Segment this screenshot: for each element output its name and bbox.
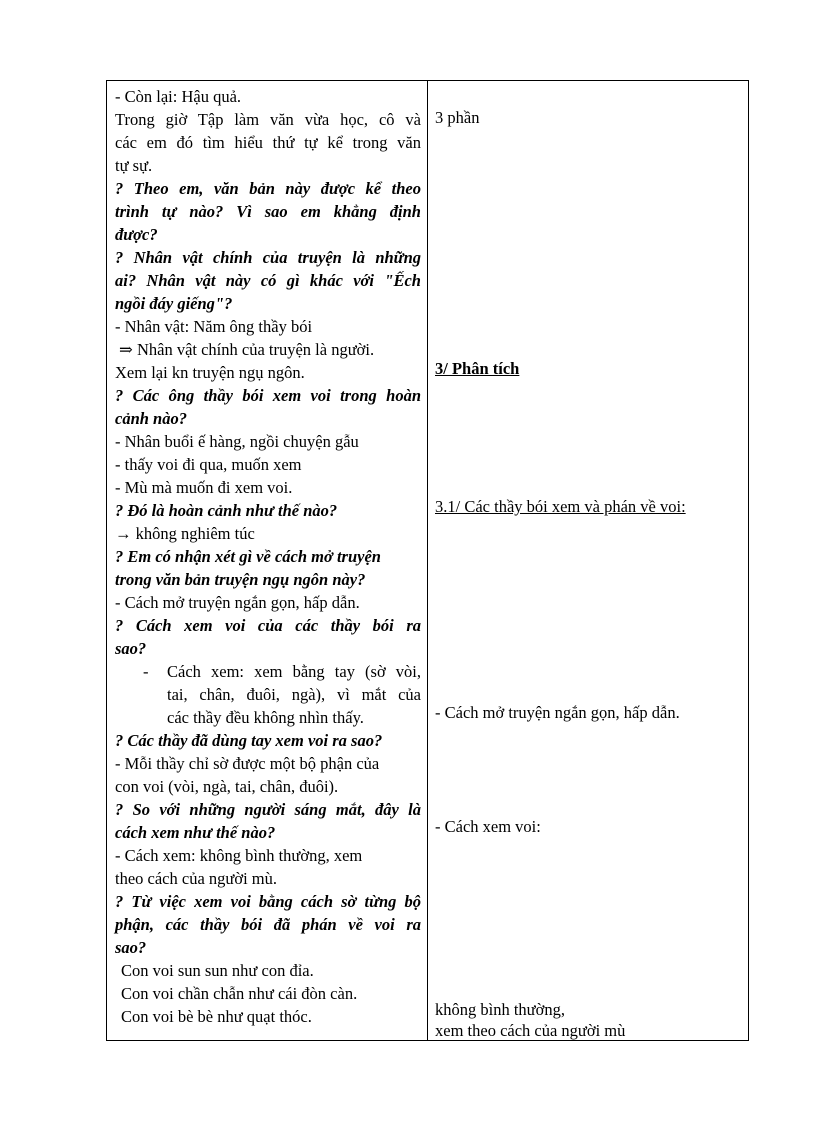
left-line (115, 614, 421, 637)
line-text: ⇒ Nhân vật chính của truyện là người. (119, 340, 375, 359)
left-line (115, 430, 421, 453)
line-text: - Nhân vật: Năm ông thầy bói (115, 317, 313, 336)
left-line (115, 959, 421, 982)
analysis-heading: 3/ Phân tích (435, 359, 520, 378)
left-line (115, 798, 421, 821)
left-line (115, 200, 421, 223)
left-line (115, 154, 421, 177)
left-line (115, 361, 421, 384)
line-text: cách xem như thế nào? (115, 823, 276, 842)
left-line (115, 867, 421, 890)
left-line (115, 407, 421, 430)
blind-way-text: xem theo cách của người mù (435, 1021, 626, 1040)
left-line (115, 246, 421, 269)
left-line (115, 591, 421, 614)
section-3-1-label: 3.1/ Các thầy bói xem và phán về voi: (435, 497, 686, 516)
line-text: - Mỗi thầy chỉ sờ được một bộ phận của (115, 754, 380, 773)
line-text: ? Từ việc xem voi bằng cách sờ từng bộ (115, 892, 421, 911)
left-line (115, 545, 421, 568)
left-line (115, 108, 421, 131)
left-line (115, 499, 421, 522)
left-line (115, 568, 421, 591)
three-parts-text: 3 phần (435, 108, 480, 127)
left-line (115, 729, 421, 752)
left-line (115, 269, 421, 292)
left-line (115, 522, 421, 545)
line-text: ? So với những người sáng mắt, đây là (115, 800, 421, 819)
line-text: ? Cách xem voi của các thầy bói ra (115, 616, 421, 635)
line-text: trình tự nào? Vì sao em khẳng định (115, 202, 421, 221)
left-line (115, 637, 421, 660)
left-line (115, 177, 421, 200)
line-text: Con voi bè bè như quạt thóc. (121, 1007, 312, 1026)
line-text: Cách xem: xem bằng tay (sờ vòi, (167, 662, 421, 681)
left-line (115, 660, 421, 683)
line-text: Con voi chần chẫn như cái đòn càn. (121, 984, 358, 1003)
left-line (115, 752, 421, 775)
not-normal-text: không bình thường, (435, 1000, 565, 1019)
left-line (115, 476, 421, 499)
content-table (106, 80, 749, 1041)
left-line (115, 315, 421, 338)
line-text: - Cách mở truyện ngắn gọn, hấp dẫn. (115, 593, 360, 612)
line-text: sao? (115, 639, 147, 658)
line-text: - thấy voi đi qua, muốn xem (115, 455, 302, 474)
line-text: ? Đó là hoàn cảnh như thế nào? (115, 501, 338, 520)
line-text: cảnh nào? (115, 409, 187, 428)
line-text: các thầy đều không nhìn thấy. (167, 708, 364, 727)
line-text: ? Nhân vật chính của truyện là những (115, 248, 421, 267)
line-text: ? Các ông thầy bói xem voi trong hoàn (115, 386, 421, 405)
line-text: Trong giờ Tập làm văn vừa học, cô và (115, 110, 421, 129)
left-line (115, 844, 421, 867)
left-line (115, 890, 421, 913)
left-line (115, 338, 421, 361)
line-text: ? Theo em, văn bản này được kể theo (115, 179, 421, 198)
line-text: theo cách của người mù. (115, 869, 277, 888)
left-line (115, 131, 421, 154)
left-line (115, 936, 421, 959)
column-divider (427, 81, 428, 1040)
bullet-dash: - (143, 662, 149, 681)
line-text: → không nghiêm túc (115, 524, 255, 543)
line-text: được? (115, 225, 158, 244)
line-text: sao? (115, 938, 147, 957)
left-line (115, 821, 421, 844)
left-line (115, 292, 421, 315)
line-text: Xem lại kn truyện ngụ ngôn. (115, 363, 305, 382)
line-text: - Cách xem: không bình thường, xem (115, 846, 363, 865)
section-3-1-heading (435, 495, 686, 518)
opening-note: - Cách mở truyện ngắn gọn, hấp dẫn. (435, 703, 680, 722)
left-line (115, 683, 421, 706)
left-line (115, 706, 421, 729)
viewing-method: - Cách xem voi: (435, 817, 541, 836)
left-line (115, 453, 421, 476)
line-text: phận, các thầy bói đã phán về voi ra (115, 915, 421, 934)
line-text: con voi (vòi, ngà, tai, chân, đuôi). (115, 777, 339, 796)
line-text: tai, chân, đuôi, ngà), vì mắt của (167, 685, 421, 704)
line-text: - Mù mà muốn đi xem voi. (115, 478, 293, 497)
line-text: ai? Nhân vật này có gì khác với "Ếch (115, 271, 421, 290)
left-line (115, 85, 421, 108)
line-text: ? Em có nhận xét gì về cách mở truyện (115, 547, 381, 566)
left-line (115, 982, 421, 1005)
line-text: ? Các thầy đã dùng tay xem voi ra sao? (115, 731, 383, 750)
left-line (115, 913, 421, 936)
line-text: các em đó tìm hiểu thứ tự kể trong văn (115, 133, 421, 152)
left-line (115, 384, 421, 407)
left-line (115, 1005, 421, 1028)
left-line (115, 775, 421, 798)
line-text: tự sự. (115, 156, 153, 175)
line-text: Con voi sun sun như con đỉa. (121, 961, 314, 980)
left-column (115, 85, 421, 1028)
left-line (115, 223, 421, 246)
line-text: trong văn bản truyện ngụ ngôn này? (115, 570, 366, 589)
line-text: ngồi đáy giếng"? (115, 294, 233, 313)
line-text: - Còn lại: Hậu quả. (115, 87, 242, 106)
line-text: - Nhân buổi ế hàng, ngồi chuyện gẫu (115, 432, 359, 451)
